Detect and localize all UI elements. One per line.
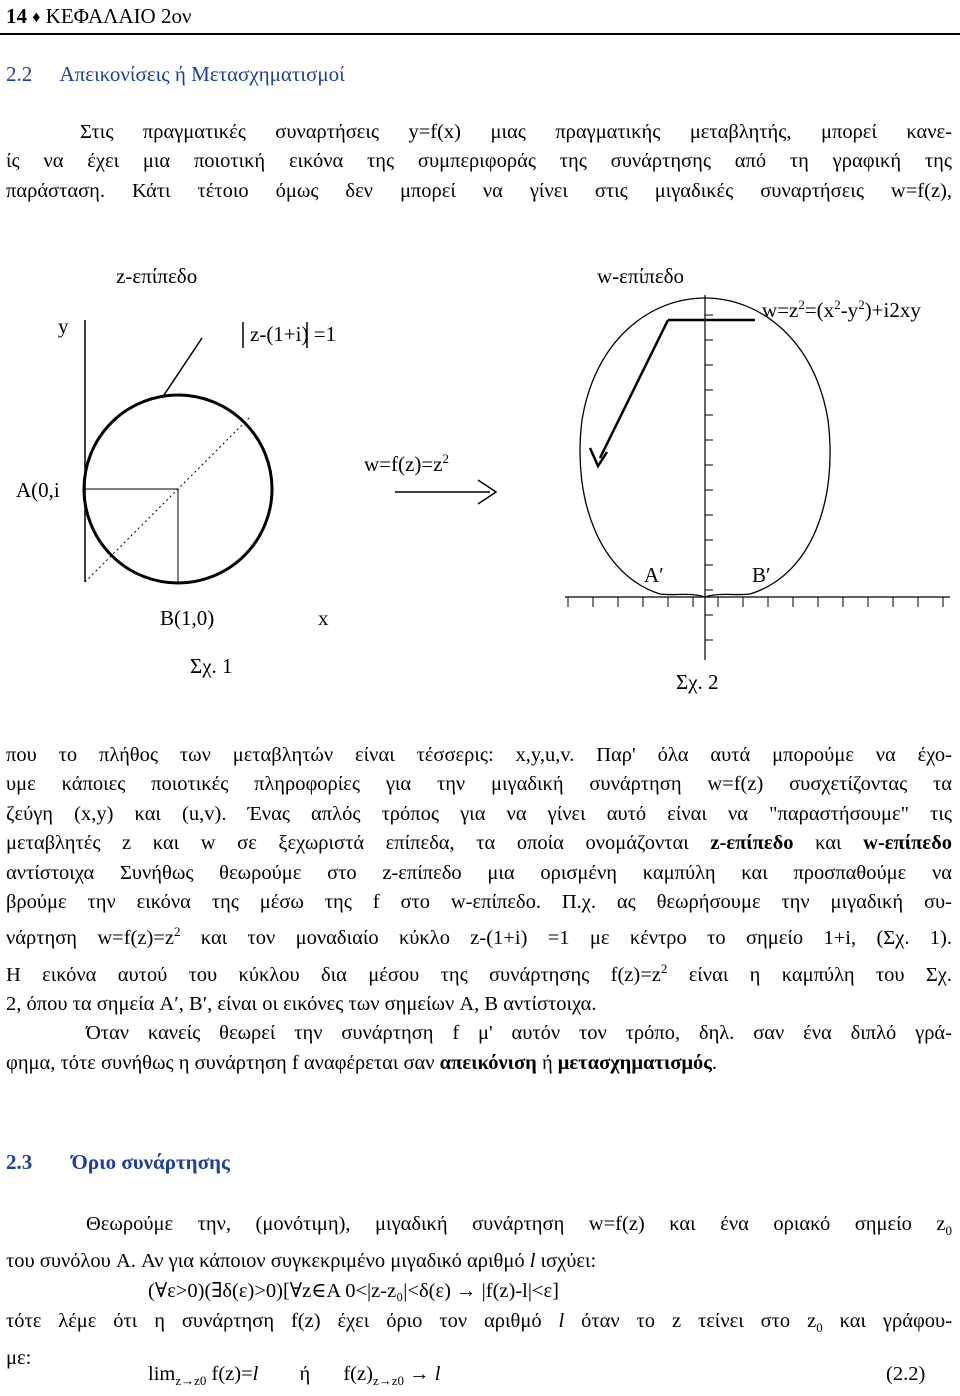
w-plane-label: w-επίπεδο — [597, 264, 685, 288]
body-line-7: νάρτηση $w=f(z)=z^2$ και τον μοναδιαίο κύκλο z-(1+i) =1 με κέντρο το σημείο 1+i, (Σχ. 1). — [6, 924, 952, 950]
section-title: Απεικονίσεις ή Μετασχηματισμοί — [59, 62, 345, 86]
figure-1-caption: Σχ. 1 — [190, 654, 233, 678]
section-number: 2.3 — [6, 1150, 33, 1174]
v-axis-ticks — [705, 315, 713, 640]
equation-number: (2.2) — [886, 1363, 926, 1385]
mapping-arrow — [395, 480, 496, 504]
body-line-11: φημα, τότε συνήθως η συνάρτηση f αναφέρεται σαν απεικόνιση ή μετασχηματισμός. — [6, 1051, 717, 1074]
dotted-diagonal — [85, 417, 250, 582]
point-a-label: A(0,i — [16, 478, 60, 502]
limit-line-4: με: — [6, 1347, 32, 1370]
intro-line-1: Στις πραγματικές συναρτήσεις y=f(x) μιας πραγματικής μεταβλητής, μπορεί κανε- — [80, 121, 952, 143]
chapter-title: ΚΕΦΑΛΑΙΟ 2ον — [45, 4, 192, 28]
body-line-1: που το πλήθος των μεταβλητών είναι τέσσερις: x,y,u,v. Παρ' όλα αυτά μπορούμε να έχο- — [6, 744, 952, 766]
x-axis-label: x — [318, 606, 329, 630]
u-axis-ticks — [568, 597, 943, 607]
y-axis-label: y — [58, 314, 69, 338]
page-number: 14 — [6, 4, 27, 28]
z-plane-label: z-επίπεδο — [116, 264, 198, 288]
figure-2 — [565, 295, 950, 660]
mapping-label: $w=f(z)=z^2$ — [364, 451, 449, 476]
figure-2-caption: Σχ. 2 — [676, 670, 719, 694]
section-number: 2.2 — [6, 62, 33, 86]
body-line-8: Η εικόνα αυτού του κύκλου δια μέσου της συνάρτησης $f(z)=z^2$ είναι η καμπύλη του Σχ. — [6, 960, 953, 986]
w-formula: $w=z^2=(x^2-y^2)+i2xy$ — [762, 297, 921, 322]
body-line-6: βρούμε την εικόνα της μέσω της f στο w-επίπεδο. Π.χ. ας θεωρήσουμε την μιγαδική συ- — [6, 891, 952, 914]
body-line-2: υμε κάποιες ποιοτικές πληροφορίες για την μιγαδική συνάρτηση w=f(z) συσχετίζοντας τα — [6, 773, 952, 796]
figure-1 — [84, 320, 307, 583]
body-line-4: μεταβλητές z και w σε ξεχωριστά επίπεδα, τα οποία ονομάζονται z-επίπεδο και w-επίπεδο — [6, 832, 953, 855]
circle-pointer-line — [162, 338, 202, 398]
limit-line-3: τότε λέμε ότι η συνάρτηση f(z) έχει όριο τον αριθμό l όταν το z τείνει στο $z_0$ και γράφου- — [6, 1310, 953, 1336]
limit-equation: $\lim_{z\to z0} f(z)=l$ ή $f(z)_{z\to z0} \to l$ — [148, 1363, 441, 1389]
limit-line-1: Θεωρούμε την, (μονότιμη), μιγαδική συνάρτηση w=f(z) και ένα οριακό σημείο $z_0$ — [86, 1213, 952, 1239]
section-2-3-paragraph — [6, 1209, 952, 1373]
limit-line-2: του συνόλου A. Αν για κάποιον συγκεκριμένο μιγαδικό αριθμό l ισχύει: — [6, 1250, 597, 1273]
body-line-9: 2, όπου τα σημεία A′, B′, είναι οι εικόνες των σημείων A, B αντίστοιχα. — [6, 992, 597, 1015]
intro-line-3: παράσταση. Κάτι τέτοιο όμως δεν μπορεί να γίνει στις μιγαδικές συναρτήσεις w=f(z), — [6, 180, 952, 202]
body-line-3: ζεύγη (x,y) και (u,v). Ένας απλός τρόπος για να γίνει αυτό είναι να "παραστήσουμε" τις — [6, 802, 952, 825]
image-arrow-line — [600, 320, 668, 458]
intro-line-2: ίς να έχει μια ποιοτική εικόνα της συμπεριφοράς της συνάρτησης από τη γραφική της — [6, 150, 952, 172]
limit-definition-formula: (∀ε>0)(∃δ(ε)>0)[∀z∈A 0<|z-z₀|<δ(ε) → |f(z)-l|<ε] — [148, 1280, 559, 1303]
body-line-5: αντίστοιχα Συνήθως θεωρούμε στο z-επίπεδο μια ορισμένη καμπύλη και προσπαθούμε να — [6, 861, 952, 884]
point-b-label: B(1,0) — [160, 606, 215, 630]
section-2-3-heading — [6, 1150, 230, 1175]
body-paragraph — [6, 741, 952, 1078]
point-b-prime-label: B′ — [752, 563, 771, 587]
point-a-prime-label: A′ — [644, 563, 664, 587]
circle-equation: z-(1+i) =1 — [250, 322, 337, 346]
section-title: Όριο συνάρτησης — [71, 1150, 230, 1174]
diamond-icon: ♦ — [32, 9, 41, 26]
body-line-10: Όταν κανείς θεωρεί την συνάρτηση f μ' αυτόν τον τρόπο, δηλ. σαν ένα διπλό γρά- — [86, 1022, 952, 1045]
